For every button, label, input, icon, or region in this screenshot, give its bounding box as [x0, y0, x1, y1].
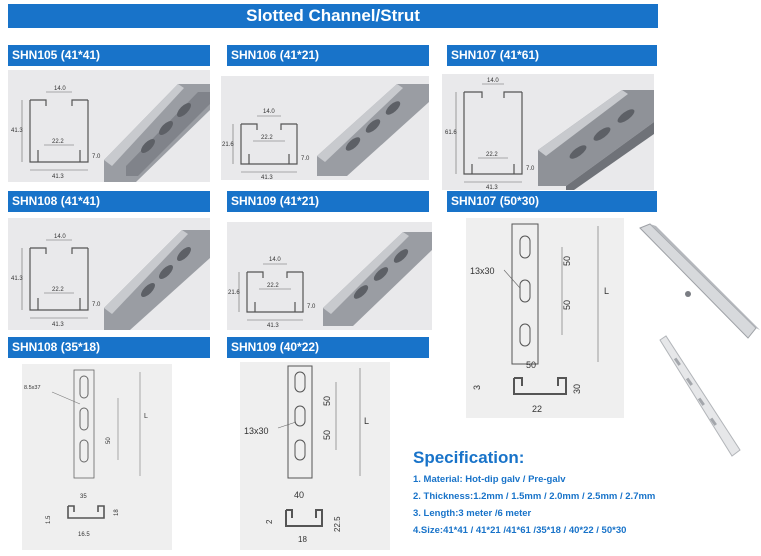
- cross-section-drawing: [442, 74, 654, 190]
- channel-3d-image: [104, 230, 210, 330]
- dim-top: 14.0: [263, 109, 275, 115]
- dim-lip: 1.5: [46, 515, 52, 524]
- dim-pitch: 50: [106, 437, 112, 444]
- spec-heading: Specification:: [413, 448, 525, 467]
- product-label-shn109-40x22: SHN109 (40*22): [227, 337, 429, 358]
- product-figure-shn109-41x21: [227, 222, 432, 330]
- dim-inner: 22.2: [52, 139, 64, 145]
- product-label-shn107: SHN107 (41*61): [447, 45, 657, 66]
- cross-section-drawing: [8, 70, 210, 182]
- dim-width: 40: [294, 490, 305, 500]
- technical-drawing: [22, 364, 172, 550]
- cross-section-drawing: [221, 76, 429, 180]
- page-title: Slotted Channel/Strut: [8, 4, 658, 28]
- dim-width: 35: [80, 494, 87, 500]
- spec-material: 1. Material: Hot-dip galv / Pre-galv: [413, 474, 566, 485]
- dim-height: 30: [572, 383, 582, 394]
- spec-size: 4.Size:41*41 / 41*21 /41*61 /35*18 / 40*22 / 50*30: [413, 525, 627, 536]
- channel-3d-image: [104, 84, 210, 182]
- technical-drawing: [466, 218, 624, 418]
- dim-height: 21.6: [228, 290, 240, 296]
- dim-width: 41.3: [52, 174, 64, 180]
- dim-inner: 22.2: [261, 135, 273, 141]
- dim-top: 14.0: [487, 78, 499, 84]
- dim-width: 41.3: [52, 322, 64, 328]
- spec-thickness: 2. Thickness:1.2mm / 1.5mm / 2.0mm / 2.5mm / 2.7mm: [413, 491, 656, 502]
- dim-inner: 22.2: [52, 287, 64, 293]
- dim-height: 22.5: [333, 516, 342, 532]
- dim-slot: 13x30: [244, 426, 269, 436]
- spec-length: 3. Length:3 meter /6 meter: [413, 508, 532, 519]
- cross-section-drawing: [8, 218, 210, 330]
- dim-height: 21.6: [222, 142, 234, 148]
- dim-width: 41.3: [486, 185, 498, 190]
- dim-pitch1: 50: [322, 395, 332, 406]
- dim-width: 41.3: [261, 175, 273, 180]
- product-label-shn107-50x30: SHN107 (50*30): [447, 191, 657, 212]
- dim-length: L: [144, 413, 148, 420]
- dim-pitch2: 50: [322, 429, 332, 440]
- product-figure-shn106: [221, 76, 429, 180]
- dim-inner: 22.2: [267, 283, 279, 289]
- dim-top: 14.0: [269, 257, 281, 263]
- dim-pitch2: 50: [562, 299, 572, 310]
- dim-height: 41.3: [11, 128, 23, 134]
- dim-length: L: [604, 286, 610, 296]
- dim-lip: 7.0: [307, 304, 316, 310]
- dim-opening: 16.5: [78, 532, 90, 538]
- product-figure-shn107-41x61: [442, 74, 654, 190]
- product-label-shn108: SHN108 (41*41): [8, 191, 210, 212]
- product-label-shn106: SHN106 (41*21): [227, 45, 429, 66]
- dim-lip: 7.0: [92, 302, 101, 308]
- dim-width: 41.3: [267, 323, 279, 329]
- dim-length: L: [364, 416, 370, 426]
- product-figure-shn109-40x22: [240, 362, 390, 550]
- dim-height: 18: [114, 509, 120, 516]
- dim-height: 61.6: [445, 130, 457, 136]
- dim-slot: 13x30: [470, 266, 495, 276]
- product-label-shn109: SHN109 (41*21): [227, 191, 429, 212]
- dim-top: 14.0: [54, 86, 66, 92]
- dim-lip: 7.0: [92, 154, 101, 160]
- channel-3d-image: [323, 232, 432, 326]
- dim-top: 14.0: [54, 234, 66, 240]
- dim-height: 41.3: [11, 276, 23, 282]
- channel-3d-image: [538, 90, 654, 190]
- dim-inner: 22.2: [486, 152, 498, 158]
- product-figure-shn107-50x30: [466, 218, 624, 418]
- channel-3d-image: [317, 84, 429, 176]
- dim-lip: 2: [265, 519, 274, 524]
- product-label-shn105: SHN105 (41*41): [8, 45, 210, 66]
- dim-lip: 7.0: [301, 156, 310, 162]
- dim-pitch1: 50: [562, 255, 572, 266]
- dim-slot: 8.5x37: [24, 385, 41, 391]
- product-figure-shn108-41x41: [8, 218, 210, 330]
- product-label-shn108-35x18: SHN108 (35*18): [8, 337, 210, 358]
- product-figure-shn105: [8, 70, 210, 182]
- dim-opening: 18: [298, 535, 307, 544]
- dim-opening: 22: [532, 404, 543, 414]
- dim-lip: 3: [472, 384, 482, 390]
- dim-lip: 7.0: [526, 166, 535, 172]
- product-figure-shn108-35x18: [22, 364, 172, 550]
- cross-section-drawing: [227, 222, 432, 330]
- dim-width: 50: [526, 360, 537, 370]
- technical-drawing: [240, 362, 390, 550]
